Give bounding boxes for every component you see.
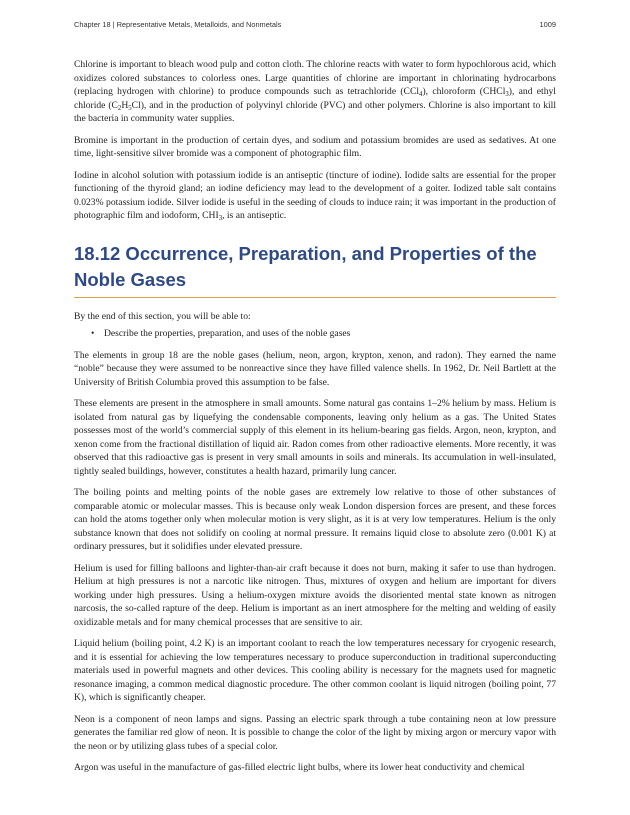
paragraph-bromine-uses: Bromine is important in the production of certain dyes, and sodium and potassium bromides are used as sedatives. At one time, light-sensitive silver bromide was a component of photographic film.: [74, 134, 556, 159]
running-header: [74, 20, 556, 29]
paragraph-chlorine-uses: Chlorine is important to bleach wood pulp and cotton cloth. The chlorine reacts with water to form hypochlorous acid, which oxidizes colored substances to colorless ones. Large quantities of chlorine are important in chlorinating hydrocarbons (replacing hydrogen with chlorine) to produce compounds such as tetrachloride (CCl$_4$), chloroform (CHCl$_3$), and ethyl chloride $(C_2H_5Cl)$, and in the production of polyvinyl chloride (PVC) and other polymers. Chlorine is also important to kill the bacteria in community water supplies.: [74, 59, 556, 124]
paragraph-helium-uses: Helium is used for filling balloons and lighter-than-air craft because it does not burn, making it safer to use than hydrogen. Helium at high pressures is not a narcotic like nitrogen. Thus, mixtures of oxygen and helium are important for divers working under high pressures. Using a helium-oxygen mixture avoids the disoriented mental state known as nitrogen narcosis, the so-called rapture of the deep. Helium is important as an inert atmosphere for the melting and welding of easily oxidizable metals and for many chemical processes that are sensitive to air.: [74, 562, 556, 628]
section-title: 18.12 Occurrence, Preparation, and Properties of the Noble Gases: [74, 242, 537, 290]
paragraph-neon: Neon is a component of neon lamps and signs. Passing an electric spark through a tube containing neon at low pressure generates the familiar red glow of neon. It is possible to change the color of the light by mixing argon or mercury vapor with the neon or by utilizing glass tubes of a special color.: [74, 713, 556, 752]
learning-objectives: [74, 327, 556, 341]
page-number: 1009: [539, 20, 556, 29]
paragraph-argon: Argon was useful in the manufacture of gas-filled electric light bulbs, where its lower heat conductivity and chemical: [74, 762, 525, 773]
page-content: [74, 58, 556, 783]
paragraph-noble-gases-intro: The elements in group 18 are the noble gases (helium, neon, argon, krypton, xenon, and radon). They earned the name “noble” because they were assumed to be nonreactive since they have filled valence shells. In 1962, Dr. Neil Bartlett at the University of British Columbia proved this assumption to be false.: [74, 349, 556, 388]
paragraph-liquid-helium: Liquid helium (boiling point, 4.2 K) is an important coolant to reach the low temperatures necessary for cryogenic research, and it is essential for achieving the low temperatures necessary to produce superconduction in traditional superconducting materials used in powerful magnets and other devices. This cooling ability is necessary for the magnets used for magnetic resonance imaging, a common medical diagnostic procedure. The other common coolant is liquid nitrogen (boiling point, 77 K), which is significantly cheaper.: [74, 638, 556, 703]
section-divider: [74, 297, 556, 298]
paragraph-iodine-uses: Iodine in alcohol solution with potassium iodide is an antiseptic (tincture of iodine). Iodide salts are essential for the proper functioning of the thyroid gland; an iodine deficiency may lead to the development of a goiter. Iodized table salt contains 0.023% potassium iodide. Silver iodide is useful in the seeding of clouds to induce rain; it was important in the production of photographic film and iodoform, $CHI_3$, is an antiseptic.: [74, 169, 556, 222]
paragraph-boiling-points: The boiling points and melting points of the noble gases are extremely low relative to those of other substances of comparable atomic or molecular masses. This is because only weak London dispersion forces are present, and these forces can hold the atoms together only when molecular motion is very slight, as it is at very low temperatures. Helium is the only substance known that does not solidify on cooling at normal pressure. It remains liquid close to absolute zero (0.001 K) at ordinary pressures, but it solidifies under elevated pressure.: [74, 487, 556, 552]
chapter-label: Chapter 18 | Representative Metals, Metalloids, and Nonmetals: [74, 20, 282, 29]
objectives-intro: By the end of this section, you will be able to:: [74, 310, 251, 322]
chapter-title: Representative Metals, Metalloids, and Nonmetals: [116, 20, 282, 29]
objective-item: • Describe the properties, preparation, and uses of the noble gases: [104, 327, 556, 341]
paragraph-occurrence: These elements are present in the atmosphere in small amounts. Some natural gas contains 1–2% helium by mass. Helium is isolated from natural gas by liquefying the condensable components, leaving only helium as a gas. The United States possesses most of the world’s commercial supply of this element in its helium-bearing gas fields. Argon, neon, krypton, and xenon come from the fractional distillation of liquid air. Radon comes from other radioactive elements. More recently, it was observed that this radioactive gas is present in very small amounts in soils and minerals. Its accumulation in well-insulated, tightly sealed buildings, however, constitutes a health hazard, primarily lung cancer.: [74, 398, 556, 477]
